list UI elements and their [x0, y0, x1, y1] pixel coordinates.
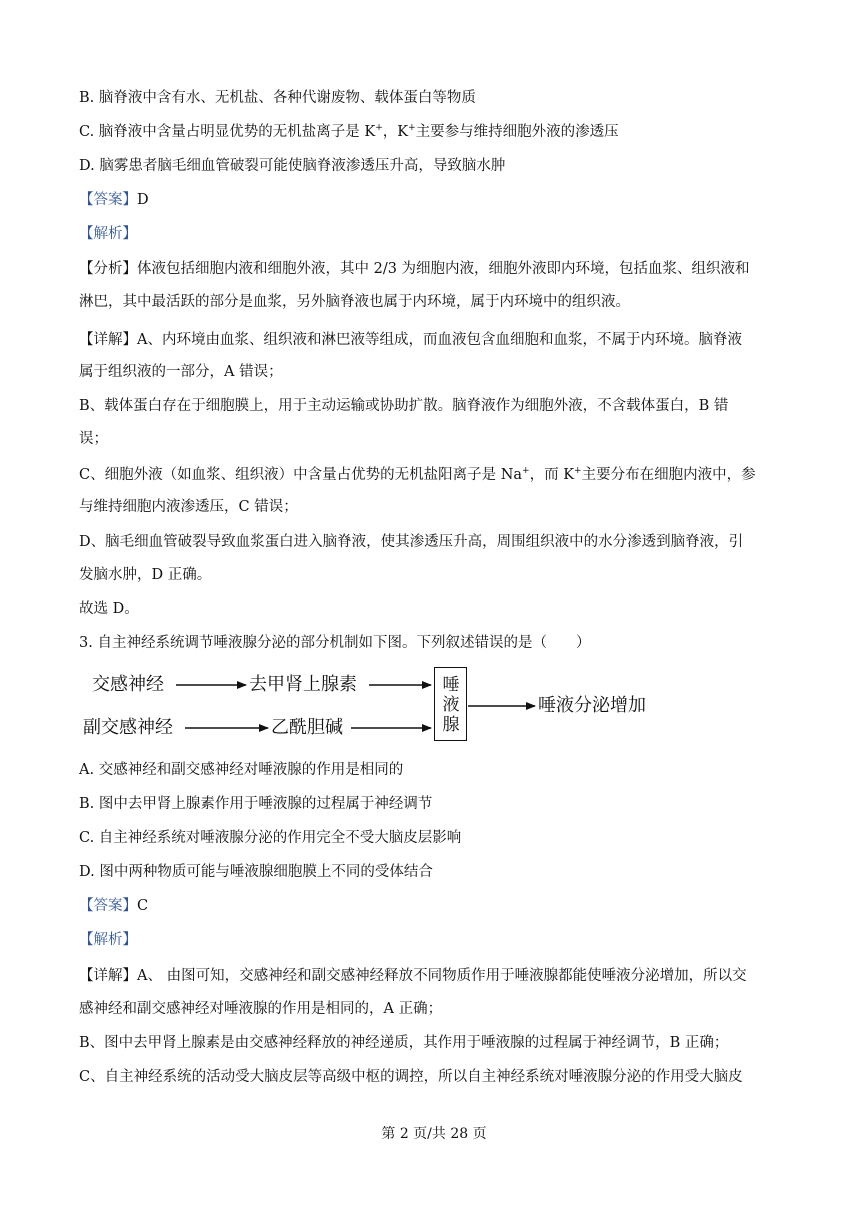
q2-fenxi-line-2: 淋巴，其中最活跃的部分是血浆，另外脑脊液也属于内环境，属于内环境中的组织液。: [79, 294, 630, 310]
salivary-gland-char: 腺: [442, 715, 460, 735]
detail-text: A、内环境由血浆、组织液和淋巴液等组成，而血液包含血细胞和血浆，不属于内环境。脑脊液: [137, 332, 742, 348]
q3-detail-a-line-2: 感神经和副交感神经对唾液腺的作用是相同的，A 正确；: [79, 1001, 443, 1017]
q2-option-b: B. 脑脊液中含有水、无机盐、各种代谢废物、载体蛋白等物质: [79, 90, 476, 106]
page-footer: 第 2 页/共 28 页: [381, 1126, 487, 1142]
q3-option-c: C. 自主神经系统对唾液腺分泌的作用完全不受大脑皮层影响: [79, 830, 462, 846]
q3-option-a: A. 交感神经和副交感神经对唾液腺的作用是相同的: [79, 762, 404, 778]
norepinephrine-label: 去甲肾上腺素: [249, 674, 357, 695]
superscript-plus: +: [375, 123, 383, 134]
q2-option-c-pre: C. 脑脊液中含量占明显优势的无机盐离子是 K: [79, 124, 376, 140]
fenxi-text: 体液包括细胞内液和细胞外液，其中 2/3 为细胞内液，细胞外液即内环境，包括血浆、组织液和: [137, 261, 750, 277]
q2-analysis-tag: 【解析】: [79, 226, 137, 242]
detail-tag: 【详解】: [79, 332, 137, 348]
detail-c-post: 主要分布在细胞内液中，参: [581, 467, 756, 483]
fenxi-tag: 【分析】: [79, 261, 137, 277]
superscript-plus: +: [408, 123, 416, 134]
q2-detail-d-line-1: D、脑毛细血管破裂导致血浆蛋白进入脑脊液，使其渗透压升高，周围组织液中的水分渗透到脑脊液，引: [79, 534, 744, 550]
q2-detail-b-line-1: B、载体蛋白存在于细胞膜上，用于主动运输或协助扩散。脑脊液作为细胞外液，不含载体蛋白，B 错: [79, 398, 729, 414]
acetylcholine-label: 乙酰胆碱: [271, 717, 343, 738]
superscript-plus: +: [574, 466, 582, 477]
salivary-gland-char: 唾: [442, 675, 460, 695]
q2-detail-b-line-2: 误；: [79, 431, 108, 447]
q2-option-c-post: 主要参与维持细胞外液的渗透压: [415, 124, 619, 140]
q2-option-c-mid: ，K: [382, 124, 409, 140]
saliva-increase-label: 唾液分泌增加: [538, 695, 646, 716]
detail-c-mid: ，而 K: [529, 467, 575, 483]
q3-analysis-tag: 【解析】: [79, 932, 137, 948]
answer-tag: 【答案】: [79, 192, 137, 208]
answer-tag: 【答案】: [79, 898, 137, 914]
q2-detail-d-line-2: 发脑水肿，D 正确。: [79, 567, 212, 583]
q3-detail-b-line-1: B、图中去甲肾上腺素是由交感神经释放的神经递质，其作用于唾液腺的过程属于神经调节，B 正确；: [79, 1035, 729, 1051]
superscript-plus: +: [522, 466, 530, 477]
q2-detail-c-line-2: 与维持细胞内液渗透压，C 错误；: [79, 499, 298, 515]
q3-detail-c-line-1: C、自主神经系统的活动受大脑皮层等高级中枢的调控，所以自主神经系统对唾液腺分泌的作用受大脑皮: [79, 1069, 743, 1085]
detail-c-pre: C、细胞外液（如血浆、组织液）中含量占优势的无机盐阳离子是 Na: [79, 467, 523, 483]
parasympathetic-nerve-label: 副交感神经: [83, 717, 173, 738]
detail-tag: 【详解】: [79, 968, 137, 984]
q2-detail-a-line-2: 属于组织液的一部分，A 错误；: [79, 364, 283, 380]
salivary-gland-char: 液: [442, 695, 460, 715]
q3-answer: [79, 896, 148, 916]
q3-detail-a-line-1: [79, 966, 747, 986]
answer-value: C: [137, 898, 149, 914]
q3-option-b: B. 图中去甲肾上腺素作用于唾液腺的过程属于神经调节: [79, 796, 433, 812]
q2-conclusion: 故选 D。: [79, 601, 139, 617]
q3-stem: 3. 自主神经系统调节唾液腺分泌的部分机制如下图。下列叙述错误的是（ ）: [79, 635, 591, 651]
sympathetic-nerve-label: 交感神经: [92, 674, 164, 695]
answer-value: D: [137, 192, 149, 208]
q2-option-d: D. 脑雾患者脑毛细血管破裂可能使脑脊液渗透压升高，导致脑水肿: [79, 158, 506, 174]
detail-text: A、 由图可知，交感神经和副交感神经释放不同物质作用于唾液腺都能使唾液分泌增加，所以交: [137, 968, 747, 984]
q3-option-d: D. 图中两种物质可能与唾液腺细胞膜上不同的受体结合: [79, 864, 433, 880]
